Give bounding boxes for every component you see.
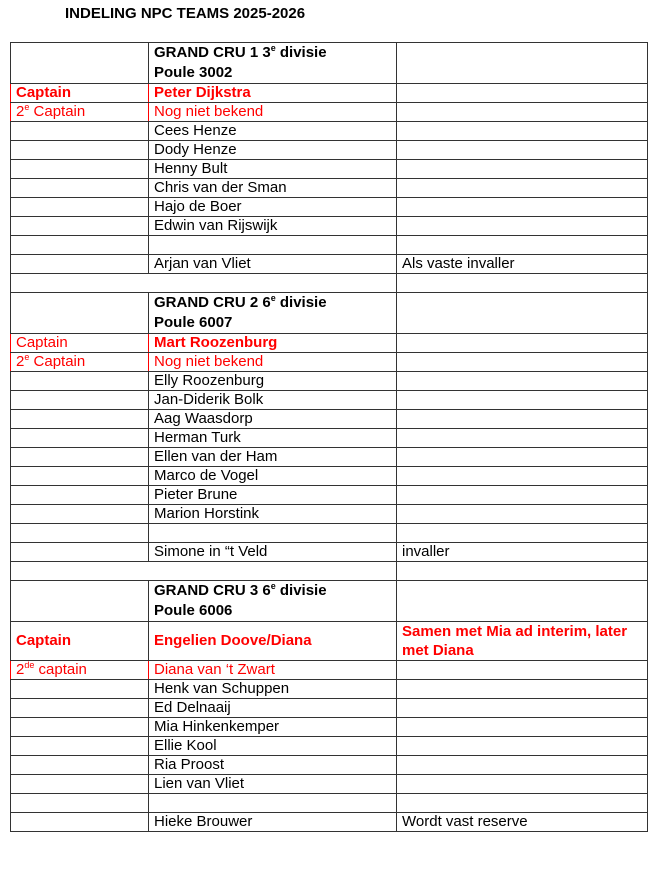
- empty-cell: [11, 198, 149, 217]
- vice-captain-row: [11, 103, 648, 122]
- member-row: [11, 737, 648, 756]
- captain-name: Peter Dijkstra: [149, 84, 397, 103]
- member-row: [11, 391, 648, 410]
- empty-cell: [11, 813, 149, 832]
- empty-cell: [397, 293, 648, 334]
- empty-cell: [11, 429, 149, 448]
- member-name: Ed Delnaaij: [149, 699, 397, 718]
- empty-cell: [397, 372, 648, 391]
- member-name: Marion Horstink: [149, 505, 397, 524]
- captain-label: Captain: [11, 84, 149, 103]
- empty-cell: [11, 274, 397, 293]
- captain-row: [11, 84, 648, 103]
- empty-cell: [11, 141, 149, 160]
- member-row: [11, 429, 648, 448]
- empty-cell: [397, 103, 648, 122]
- member-row: [11, 699, 648, 718]
- empty-cell: [11, 255, 149, 274]
- member-name: Elly Roozenburg: [149, 372, 397, 391]
- member-row: [11, 486, 648, 505]
- empty-cell: [397, 160, 648, 179]
- empty-cell: [397, 198, 648, 217]
- member-name: Mia Hinkenkemper: [149, 718, 397, 737]
- vice-captain-label: 2e Captain: [11, 103, 149, 122]
- member-name: Pieter Brune: [149, 486, 397, 505]
- spacer-row: [11, 274, 648, 293]
- member-name: Hajo de Boer: [149, 198, 397, 217]
- empty-cell: [397, 737, 648, 756]
- empty-cell: [397, 775, 648, 794]
- empty-cell: [11, 680, 149, 699]
- member-name: Henny Bult: [149, 160, 397, 179]
- empty-cell: [397, 718, 648, 737]
- empty-cell: [397, 217, 648, 236]
- member-name: Ria Proost: [149, 756, 397, 775]
- empty-cell: [11, 756, 149, 775]
- team-name: GRAND CRU 3 6e divisie Poule 6006: [149, 581, 397, 622]
- reserve-name: Arjan van Vliet: [149, 255, 397, 274]
- empty-cell: [11, 699, 149, 718]
- empty-cell: [11, 179, 149, 198]
- empty-cell: [397, 448, 648, 467]
- document-title: INDELING NPC TEAMS 2025-2026: [65, 5, 306, 22]
- empty-cell: [397, 334, 648, 353]
- member-name: Edwin van Rijswijk: [149, 217, 397, 236]
- empty-cell: [397, 43, 648, 84]
- member-row: [11, 198, 648, 217]
- empty-cell: [397, 486, 648, 505]
- member-row: [11, 467, 648, 486]
- empty-cell: [397, 236, 648, 255]
- empty-cell: [149, 236, 397, 255]
- vice-captain-name: Diana van ‘t Zwart: [149, 661, 397, 680]
- reserve-row: [11, 813, 648, 832]
- empty-cell: [11, 718, 149, 737]
- empty-cell: [11, 581, 149, 622]
- team-header-row: [11, 581, 648, 622]
- member-row: [11, 160, 648, 179]
- captain-name: Engelien Doove/Diana: [149, 622, 397, 661]
- reserve-row: [11, 255, 648, 274]
- captain-label: Captain: [11, 334, 149, 353]
- member-row: [11, 372, 648, 391]
- empty-cell: [11, 737, 149, 756]
- empty-cell: [397, 505, 648, 524]
- team-poule: Poule 6006: [154, 602, 233, 619]
- team-name: GRAND CRU 1 3e divisie Poule 3002: [149, 43, 397, 84]
- member-row: [11, 448, 648, 467]
- member-row: [11, 122, 648, 141]
- captain-row: [11, 622, 648, 661]
- empty-cell: [397, 794, 648, 813]
- empty-cell: [397, 467, 648, 486]
- team-poule: Poule 6007: [154, 314, 233, 331]
- member-name: Lien van Vliet: [149, 775, 397, 794]
- reserve-note: Als vaste invaller: [397, 255, 648, 274]
- team-poule: Poule 3002: [154, 64, 233, 81]
- empty-cell: [397, 661, 648, 680]
- spacer-row: [11, 562, 648, 581]
- empty-cell: [11, 43, 149, 84]
- member-row: [11, 179, 648, 198]
- member-row: [11, 718, 648, 737]
- member-name: Herman Turk: [149, 429, 397, 448]
- member-name: Cees Henze: [149, 122, 397, 141]
- reserve-name: Hieke Brouwer: [149, 813, 397, 832]
- reserve-note: Wordt vast reserve: [397, 813, 648, 832]
- empty-cell: [11, 467, 149, 486]
- member-row: [11, 217, 648, 236]
- empty-cell: [11, 562, 397, 581]
- member-name: Henk van Schuppen: [149, 680, 397, 699]
- team-name: GRAND CRU 2 6e divisie Poule 6007: [149, 293, 397, 334]
- empty-cell: [11, 160, 149, 179]
- vice-captain-row: [11, 661, 648, 680]
- empty-cell: [397, 84, 648, 103]
- empty-cell: [11, 217, 149, 236]
- empty-cell: [11, 391, 149, 410]
- member-row: [11, 680, 648, 699]
- member-name: Ellie Kool: [149, 737, 397, 756]
- member-row: [11, 505, 648, 524]
- empty-cell: [397, 680, 648, 699]
- member-name: Aag Waasdorp: [149, 410, 397, 429]
- reserve-row: [11, 543, 648, 562]
- team-header-row: [11, 43, 648, 84]
- empty-cell: [397, 562, 648, 581]
- empty-cell: [397, 122, 648, 141]
- empty-cell: [149, 524, 397, 543]
- empty-cell: [397, 756, 648, 775]
- vice-captain-row: [11, 353, 648, 372]
- empty-cell: [397, 179, 648, 198]
- empty-cell: [11, 236, 149, 255]
- empty-cell: [11, 543, 149, 562]
- vice-captain-name: Nog niet bekend: [149, 103, 397, 122]
- empty-cell: [397, 581, 648, 622]
- empty-cell: [397, 274, 648, 293]
- captain-row: [11, 334, 648, 353]
- empty-cell: [149, 794, 397, 813]
- empty-cell: [11, 410, 149, 429]
- member-name: Ellen van der Ham: [149, 448, 397, 467]
- member-row: [11, 756, 648, 775]
- empty-cell: [11, 524, 149, 543]
- member-row: [11, 775, 648, 794]
- vice-captain-label: 2e Captain: [11, 353, 149, 372]
- empty-cell: [11, 448, 149, 467]
- empty-cell: [397, 391, 648, 410]
- reserve-note: invaller: [397, 543, 648, 562]
- empty-cell: [397, 353, 648, 372]
- empty-cell: [397, 699, 648, 718]
- empty-row: [11, 524, 648, 543]
- empty-cell: [11, 794, 149, 813]
- empty-row: [11, 794, 648, 813]
- empty-cell: [11, 505, 149, 524]
- empty-cell: [11, 372, 149, 391]
- empty-cell: [11, 122, 149, 141]
- empty-cell: [11, 775, 149, 794]
- team-header-row: [11, 293, 648, 334]
- captain-label: Captain: [11, 622, 149, 661]
- empty-cell: [397, 141, 648, 160]
- empty-cell: [397, 410, 648, 429]
- member-row: [11, 141, 648, 160]
- vice-captain-name: Nog niet bekend: [149, 353, 397, 372]
- member-row: [11, 410, 648, 429]
- captain-name: Mart Roozenburg: [149, 334, 397, 353]
- member-name: Chris van der Sman: [149, 179, 397, 198]
- member-name: Marco de Vogel: [149, 467, 397, 486]
- empty-cell: [11, 293, 149, 334]
- empty-cell: [397, 524, 648, 543]
- captain-note: Samen met Mia ad interim, later met Diana: [397, 622, 648, 661]
- empty-cell: [397, 429, 648, 448]
- member-name: Jan-Diderik Bolk: [149, 391, 397, 410]
- empty-cell: [11, 486, 149, 505]
- vice-captain-label: 2de captain: [11, 661, 149, 680]
- member-name: Dody Henze: [149, 141, 397, 160]
- team-table: [10, 42, 648, 832]
- empty-row: [11, 236, 648, 255]
- reserve-name: Simone in “t Veld: [149, 543, 397, 562]
